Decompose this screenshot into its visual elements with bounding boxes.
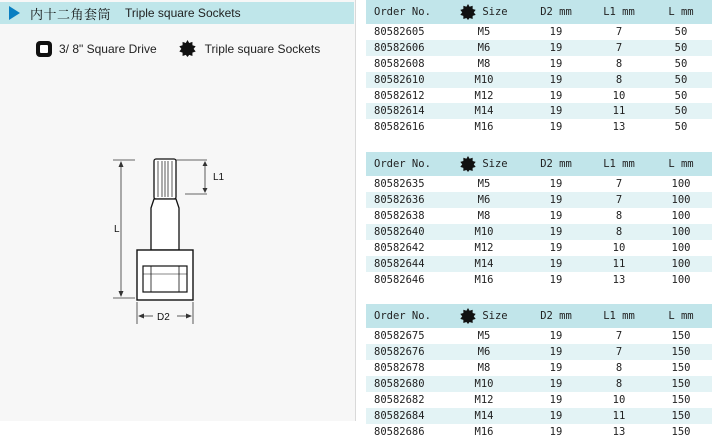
- legend-item-type: [179, 40, 321, 57]
- table-cell: 19: [549, 409, 563, 422]
- table-cell: 19: [549, 362, 563, 375]
- table-cell: M12: [474, 393, 494, 406]
- table-row: [366, 103, 712, 119]
- table-cell: 19: [549, 41, 563, 54]
- table-cell: 100: [671, 194, 691, 207]
- header-d2: D2 mm: [540, 158, 572, 171]
- triple-square-icon: [460, 308, 482, 324]
- header-l1: L1 mm: [603, 158, 635, 171]
- header-size: [444, 156, 524, 172]
- table-row: [366, 328, 712, 344]
- table-cell: 7: [615, 330, 623, 343]
- table-cell: 7: [615, 346, 623, 359]
- table-cell: 80582686: [374, 425, 425, 438]
- table-cell: 80582638: [374, 209, 425, 222]
- title-bar: [0, 2, 354, 24]
- table-row: [366, 119, 712, 135]
- table-cell: M16: [474, 121, 494, 134]
- table-cell: 8: [615, 362, 623, 375]
- table-cell: M10: [474, 225, 494, 238]
- table-cell: 50: [674, 89, 688, 102]
- table-row: [366, 176, 712, 192]
- table-header: [366, 304, 712, 328]
- table-cell: 100: [671, 225, 691, 238]
- header-l: L mm: [668, 6, 694, 18]
- table-cell: 19: [549, 378, 563, 391]
- table-cell: M14: [474, 105, 494, 118]
- table-cell: 8: [615, 378, 623, 391]
- legend: [36, 40, 342, 57]
- table-cell: M12: [474, 89, 494, 102]
- table-cell: M10: [474, 378, 494, 391]
- table-cell: 100: [671, 257, 691, 270]
- table-cell: 19: [549, 209, 563, 222]
- table-cell: 7: [615, 178, 623, 191]
- triple-square-icon: [460, 4, 482, 20]
- left-panel: [0, 0, 356, 421]
- table-cell: 19: [549, 225, 563, 238]
- table-cell: 19: [549, 241, 563, 254]
- table-row: [366, 40, 712, 56]
- legend-item-drive: [36, 41, 157, 57]
- header-size-label: Size: [482, 158, 508, 171]
- page-title-en: Triple square Sockets: [125, 6, 241, 20]
- table-cell: 80582640: [374, 225, 425, 238]
- table-cell: 80582616: [374, 121, 425, 134]
- table-cell: 19: [549, 57, 563, 70]
- table-cell: 8: [615, 57, 623, 70]
- legend-type-label: Triple square Sockets: [204, 41, 321, 56]
- table-row: [366, 208, 712, 224]
- table-cell: 8: [615, 73, 623, 86]
- table-row: [366, 424, 712, 440]
- table-row: [366, 24, 712, 40]
- table-cell: 7: [615, 41, 623, 54]
- table-cell: M5: [477, 330, 491, 343]
- table-row: [366, 56, 712, 72]
- legend-drive-label: 3/ 8" Square Drive: [59, 41, 157, 56]
- table-cell: 100: [671, 241, 691, 254]
- table-cell: 80582642: [374, 241, 425, 254]
- table-cell: 19: [549, 89, 563, 102]
- table-cell: 50: [674, 105, 688, 118]
- table-cell: 100: [671, 209, 691, 222]
- table-cell: 10: [612, 89, 626, 102]
- table-cell: 150: [671, 393, 691, 406]
- table-cell: 50: [674, 25, 688, 38]
- table-cell: 80582612: [374, 89, 425, 102]
- table-cell: 10: [612, 393, 626, 406]
- table-cell: 150: [671, 330, 691, 343]
- table-row: [366, 240, 712, 256]
- table-cell: 80582676: [374, 346, 425, 359]
- table-row: [366, 256, 712, 272]
- header-l1: L1 mm: [603, 310, 635, 323]
- header-l1: L1 mm: [603, 6, 635, 18]
- table-row: [366, 192, 712, 208]
- table-cell: 13: [612, 273, 626, 286]
- table-cell: 80582605: [374, 25, 425, 38]
- table-cell: 11: [612, 105, 626, 118]
- table-cell: 19: [549, 273, 563, 286]
- table-cell: 80582608: [374, 57, 425, 70]
- table-cell: 50: [674, 73, 688, 86]
- label-l1: L1: [213, 172, 225, 183]
- table-cell: 19: [549, 178, 563, 191]
- table-cell: M8: [477, 209, 491, 222]
- socket-drawing: [95, 150, 245, 330]
- table-cell: M10: [474, 73, 494, 86]
- label-d2: D2: [157, 312, 170, 323]
- table-row: [366, 72, 712, 88]
- table-cell: 19: [549, 393, 563, 406]
- table-cell: 7: [615, 194, 623, 207]
- table-cell: 13: [612, 425, 626, 438]
- table-cell: M12: [474, 241, 494, 254]
- table-cell: 80582606: [374, 41, 425, 54]
- table-cell: M16: [474, 273, 494, 286]
- table-row: [366, 392, 712, 408]
- header-size: [444, 4, 524, 20]
- table-cell: 11: [612, 257, 626, 270]
- label-l: L: [114, 224, 120, 235]
- table-cell: M6: [477, 346, 491, 359]
- spec-table: [366, 0, 712, 135]
- table-cell: 8: [615, 209, 623, 222]
- table-cell: 80582635: [374, 178, 425, 191]
- table-cell: 11: [612, 409, 626, 422]
- table-cell: 80582644: [374, 257, 425, 270]
- table-row: [366, 408, 712, 424]
- header-size-label: Size: [482, 310, 508, 323]
- spec-tables: [366, 0, 712, 440]
- table-cell: 80582678: [374, 362, 425, 375]
- table-cell: 19: [549, 73, 563, 86]
- table-cell: 19: [549, 194, 563, 207]
- table-row: [366, 224, 712, 240]
- table-row: [366, 88, 712, 104]
- table-cell: M6: [477, 41, 491, 54]
- table-row: [366, 272, 712, 288]
- table-cell: 80582646: [374, 273, 425, 286]
- table-cell: 19: [549, 346, 563, 359]
- table-header: [366, 152, 712, 176]
- header-size-label: Size: [482, 6, 508, 18]
- table-cell: 7: [615, 25, 623, 38]
- table-cell: 80582684: [374, 409, 425, 422]
- header-d2: D2 mm: [540, 6, 572, 18]
- table-cell: 50: [674, 57, 688, 70]
- table-cell: M14: [474, 409, 494, 422]
- table-cell: 80582636: [374, 194, 425, 207]
- table-cell: 80582675: [374, 330, 425, 343]
- table-cell: 13: [612, 121, 626, 134]
- header-order: Order No.: [374, 6, 431, 18]
- table-cell: M14: [474, 257, 494, 270]
- table-cell: 150: [671, 378, 691, 391]
- triple-square-icon: [179, 40, 196, 57]
- table-cell: M16: [474, 425, 494, 438]
- table-cell: 150: [671, 362, 691, 375]
- table-header: [366, 0, 712, 24]
- table-cell: M6: [477, 194, 491, 207]
- table-row: [366, 360, 712, 376]
- header-l: L mm: [668, 310, 694, 323]
- header-d2: D2 mm: [540, 310, 572, 323]
- table-cell: 50: [674, 121, 688, 134]
- table-cell: M8: [477, 362, 491, 375]
- triple-square-icon: [460, 156, 482, 172]
- table-row: [366, 344, 712, 360]
- table-cell: 150: [671, 409, 691, 422]
- table-cell: 19: [549, 105, 563, 118]
- table-cell: 80582680: [374, 378, 425, 391]
- table-cell: 80582682: [374, 393, 425, 406]
- table-cell: 19: [549, 425, 563, 438]
- header-order: Order No.: [374, 158, 431, 171]
- table-row: [366, 376, 712, 392]
- header-order: Order No.: [374, 310, 431, 323]
- table-cell: 50: [674, 41, 688, 54]
- header-size: [444, 308, 524, 324]
- table-cell: 10: [612, 241, 626, 254]
- table-cell: 8: [615, 225, 623, 238]
- table-cell: 19: [549, 330, 563, 343]
- header-l: L mm: [668, 158, 694, 171]
- table-cell: 19: [549, 25, 563, 38]
- table-cell: M8: [477, 57, 491, 70]
- table-cell: 100: [671, 273, 691, 286]
- spec-table: [366, 304, 712, 439]
- square-drive-icon: [36, 41, 52, 57]
- table-cell: 150: [671, 425, 691, 438]
- table-cell: 80582614: [374, 105, 425, 118]
- table-cell: M5: [477, 178, 491, 191]
- spec-table: [366, 152, 712, 287]
- table-cell: 19: [549, 121, 563, 134]
- table-cell: 150: [671, 346, 691, 359]
- table-cell: 100: [671, 178, 691, 191]
- table-cell: 19: [549, 257, 563, 270]
- play-arrow-icon: [9, 6, 20, 20]
- table-cell: M5: [477, 25, 491, 38]
- page-title-cn: 内十二角套筒: [30, 7, 112, 23]
- table-cell: 80582610: [374, 73, 425, 86]
